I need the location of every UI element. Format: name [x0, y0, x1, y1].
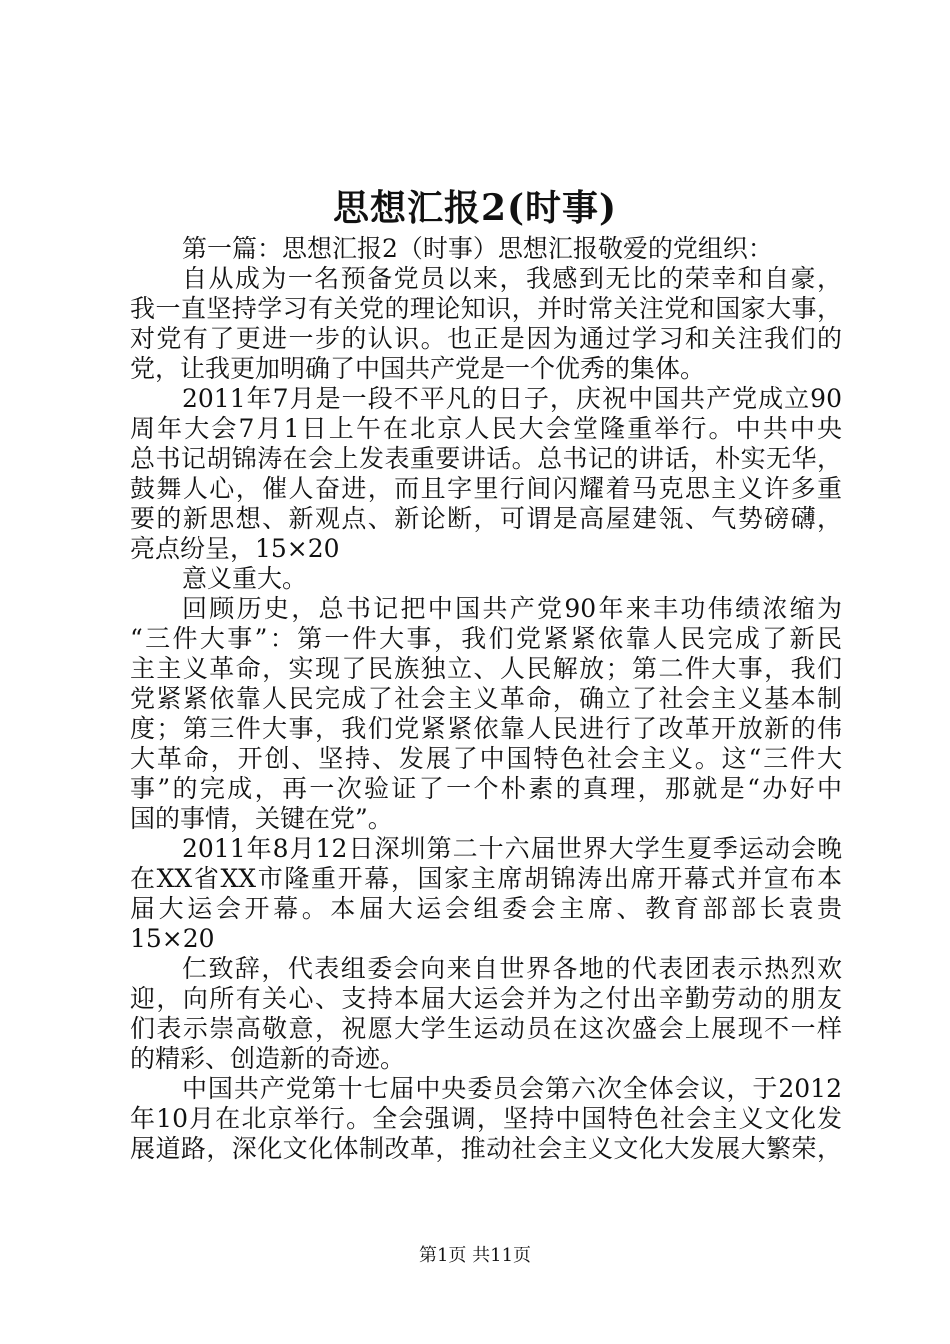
text-line: 事”的完成，再一次验证了一个朴素的真理，那就是“办好中	[130, 774, 842, 803]
text-line: 2011年7月是一段不平凡的日子，庆祝中国共产党成立90	[182, 384, 842, 413]
text-line: 届大运会开幕。本届大运会组委会主席、教育部部长袁贵	[130, 894, 842, 923]
text-line: 年10月在北京举行。全会强调，坚持中国特色社会主义文化发	[130, 1104, 842, 1133]
text-line: 的精彩、创造新的奇迹。	[130, 1044, 406, 1073]
text-line: 要的新思想、新观点、新论断，可谓是高屋建瓴、气势磅礴，	[130, 504, 842, 533]
text-line: 仁致辞，代表组委会向来自世界各地的代表团表示热烈欢	[182, 954, 842, 983]
text-line: 展道路，深化文化体制改革，推动社会主义文化大发展大繁荣，	[130, 1134, 842, 1163]
text-line: 意义重大。	[182, 564, 308, 593]
text-line: 迎，向所有关心、支持本届大运会并为之付出辛勤劳动的朋友	[130, 984, 842, 1013]
text-line: 15×20	[130, 924, 215, 953]
text-line: 2011年8月12日深圳第二十六届世界大学生夏季运动会晚	[182, 834, 842, 863]
text-line: 第一篇：思想汇报2（时事）思想汇报敬爱的党组织：	[182, 234, 773, 263]
text-line: 党紧紧依靠人民完成了社会主义革命，确立了社会主义基本制	[130, 684, 842, 713]
text-line: 鼓舞人心，催人奋进，而且字里行间闪耀着马克思主义许多重	[130, 474, 842, 503]
text-line: 党，让我更加明确了中国共产党是一个优秀的集体。	[130, 354, 706, 383]
text-line: 亮点纷呈，15×20	[130, 534, 340, 563]
text-line: 自从成为一名预备党员以来，我感到无比的荣幸和自豪，	[182, 264, 842, 293]
text-line: 总书记胡锦涛在会上发表重要讲话。总书记的讲话，朴实无华，	[130, 444, 842, 473]
text-line: 们表示崇高敬意，祝愿大学生运动员在这次盛会上展现不一样	[130, 1014, 842, 1043]
text-line: 周年大会7月1日上午在北京人民大会堂隆重举行。中共中央	[130, 414, 842, 443]
text-line: 主主义革命，实现了民族独立、人民解放；第二件大事，我们	[130, 654, 842, 683]
text-line: 回顾历史，总书记把中国共产党90年来丰功伟绩浓缩为	[182, 594, 842, 623]
text-line: 大革命，开创、坚持、发展了中国特色社会主义。这“三件大	[130, 744, 842, 773]
text-line: 我一直坚持学习有关党的理论知识，并时常关注党和国家大事，	[130, 294, 842, 323]
text-line: 度；第三件大事，我们党紧紧依靠人民进行了改革开放新的伟	[130, 714, 842, 743]
text-line: “三件大事”：第一件大事，我们党紧紧依靠人民完成了新民	[130, 624, 842, 653]
document-title: 思想汇报2(时事)	[332, 187, 618, 229]
text-line: 中国共产党第十七届中央委员会第六次全体会议，于2012	[182, 1074, 842, 1103]
page-footer: 第1页 共11页	[418, 1245, 532, 1266]
text-line: 对党有了更进一步的认识。也正是因为通过学习和关注我们的	[130, 324, 842, 353]
text-line: 国的事情，关键在党”。	[130, 804, 393, 833]
text-line: 在XX省XX市隆重开幕，国家主席胡锦涛出席开幕式并宣布本	[130, 864, 842, 893]
